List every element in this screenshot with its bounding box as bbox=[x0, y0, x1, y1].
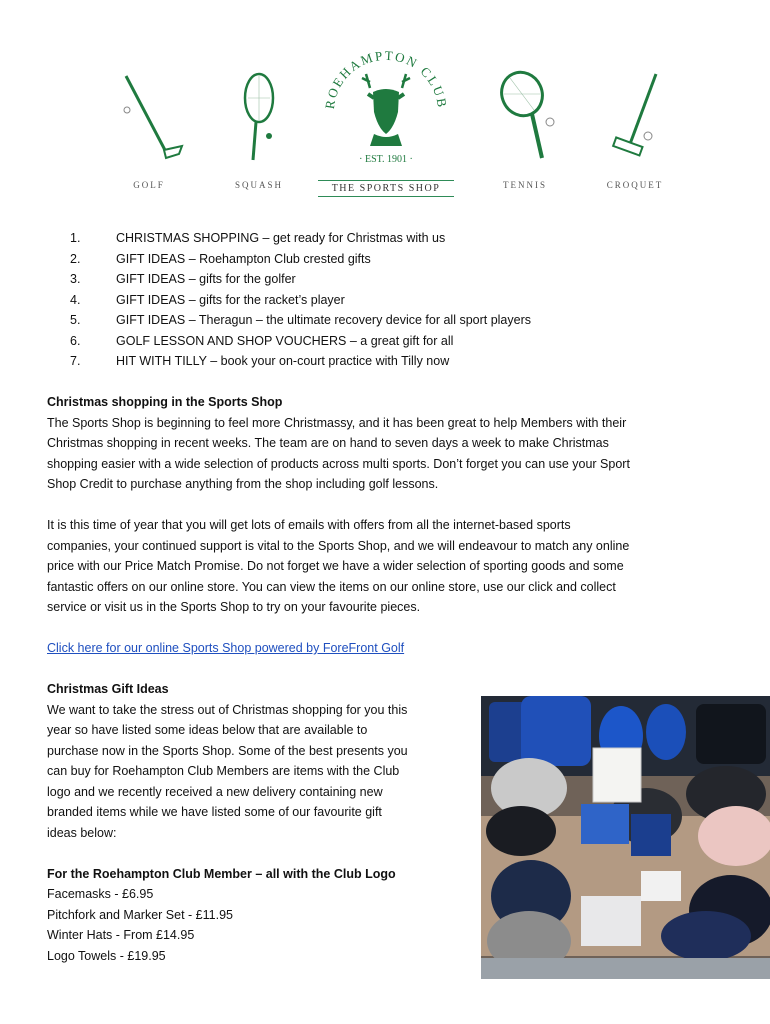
paragraph-line: shopping easier with a wide selection of products across multi sports. Don’t forget you can use your Sport bbox=[47, 456, 630, 471]
golf-club-icon bbox=[94, 70, 204, 180]
contents-item[interactable]: 2. GIFT IDEAS – Roehampton Club crested gifts bbox=[70, 251, 371, 266]
paragraph-line: Christmas shopping in recent weeks. The team are on hand to seven days a week to make Christmas bbox=[47, 436, 609, 450]
gift-item: Winter Hats - From £14.95 bbox=[47, 928, 195, 942]
gift-ideas-heading: Christmas Gift Ideas bbox=[47, 682, 169, 696]
gift-item: Facemasks - £6.95 bbox=[47, 887, 154, 901]
christmas-shopping-heading: Christmas shopping in the Sports Shop bbox=[47, 395, 283, 409]
contents-item[interactable]: 6. GOLF LESSON AND SHOP VOUCHERS – a great gift for all bbox=[70, 333, 454, 348]
squash-emblem bbox=[204, 40, 314, 200]
paragraph-line: year so have listed some ideas below that are available to bbox=[47, 723, 368, 737]
paragraph-line: fantastic offers on our online store. You can view the items on our online store, use our click and collect bbox=[47, 579, 616, 594]
croquet-label: CROQUET bbox=[606, 180, 664, 190]
paragraph-line: The Sports Shop is beginning to feel more Christmassy, and it has been great to help Members with their bbox=[47, 415, 627, 430]
paragraph-line: We want to take the stress out of Christmas shopping for you this bbox=[47, 702, 408, 717]
golf-label: GOLF bbox=[133, 180, 165, 190]
roehampton-club-crest bbox=[318, 48, 454, 172]
paragraph-line: companies, your continued support is vital to the Sports Shop, and we will endeavour to match any online bbox=[47, 538, 630, 553]
newsletter-header bbox=[0, 40, 770, 200]
svg-text:· EST. 1901 ·: · EST. 1901 · bbox=[359, 154, 413, 165]
contents-item[interactable]: 3. GIFT IDEAS – gifts for the golfer bbox=[70, 272, 296, 286]
tennis-label: TENNIS bbox=[503, 180, 547, 190]
squash-label: SQUASH bbox=[234, 180, 283, 190]
gift-products-photo bbox=[481, 696, 770, 979]
paragraph-line: It is this time of year that you will get lots of emails with offers from all the internet-based sports bbox=[47, 518, 571, 532]
croquet-mallet-icon bbox=[580, 70, 690, 180]
paragraph-line: price with our Price Match Promise. Do not forget we have a wider selection of sporting goods and some bbox=[47, 559, 624, 573]
svg-text:ROEHAMPTON CLUB: ROEHAMPTON CLUB bbox=[321, 48, 451, 110]
club-member-subheading: For the Roehampton Club Member – all with the Club Logo bbox=[47, 866, 396, 881]
paragraph-line: Shop Credit to purchase anything from the shop including golf lessons. bbox=[47, 477, 439, 491]
online-shop-link[interactable]: Click here for our online Sports Shop powered by ForeFront Golf bbox=[47, 641, 405, 655]
sports-shop-label: THE SPORTS SHOP bbox=[318, 180, 454, 197]
paragraph-line: can buy for Roehampton Club Members are items with the Club bbox=[47, 764, 400, 778]
paragraph-line: purchase now in the Sports Shop. Some of the best presents you bbox=[47, 743, 408, 758]
tennis-emblem bbox=[470, 40, 580, 200]
croquet-emblem bbox=[580, 40, 690, 200]
tennis-racket-icon bbox=[470, 70, 580, 180]
stag-crest-icon bbox=[318, 48, 454, 172]
squash-racket-icon bbox=[204, 70, 314, 180]
paragraph-line: ideas below: bbox=[47, 825, 117, 840]
contents-item[interactable]: 4. GIFT IDEAS – gifts for the racket’s player bbox=[70, 292, 345, 307]
gift-item: Pitchfork and Marker Set - £11.95 bbox=[47, 907, 233, 922]
paragraph-line: logo and we recently received a new delivery containing new bbox=[47, 784, 383, 799]
paragraph-line: service or visit us in the Sports Shop to try on your favourite pieces. bbox=[47, 600, 421, 614]
golf-emblem bbox=[94, 40, 204, 200]
paragraph-line: branded items while we have listed some of our favourite gift bbox=[47, 805, 382, 819]
contents-list bbox=[70, 228, 531, 372]
contents-item[interactable]: 7. HIT WITH TILLY – book your on-court practice with Tilly now bbox=[70, 354, 450, 368]
contents-item[interactable]: 1. CHRISTMAS SHOPPING – get ready for Christmas with us bbox=[70, 231, 446, 245]
gift-item: Logo Towels - £19.95 bbox=[47, 948, 166, 963]
contents-item[interactable]: 5. GIFT IDEAS – Theragun – the ultimate recovery device for all sport players bbox=[70, 313, 532, 327]
